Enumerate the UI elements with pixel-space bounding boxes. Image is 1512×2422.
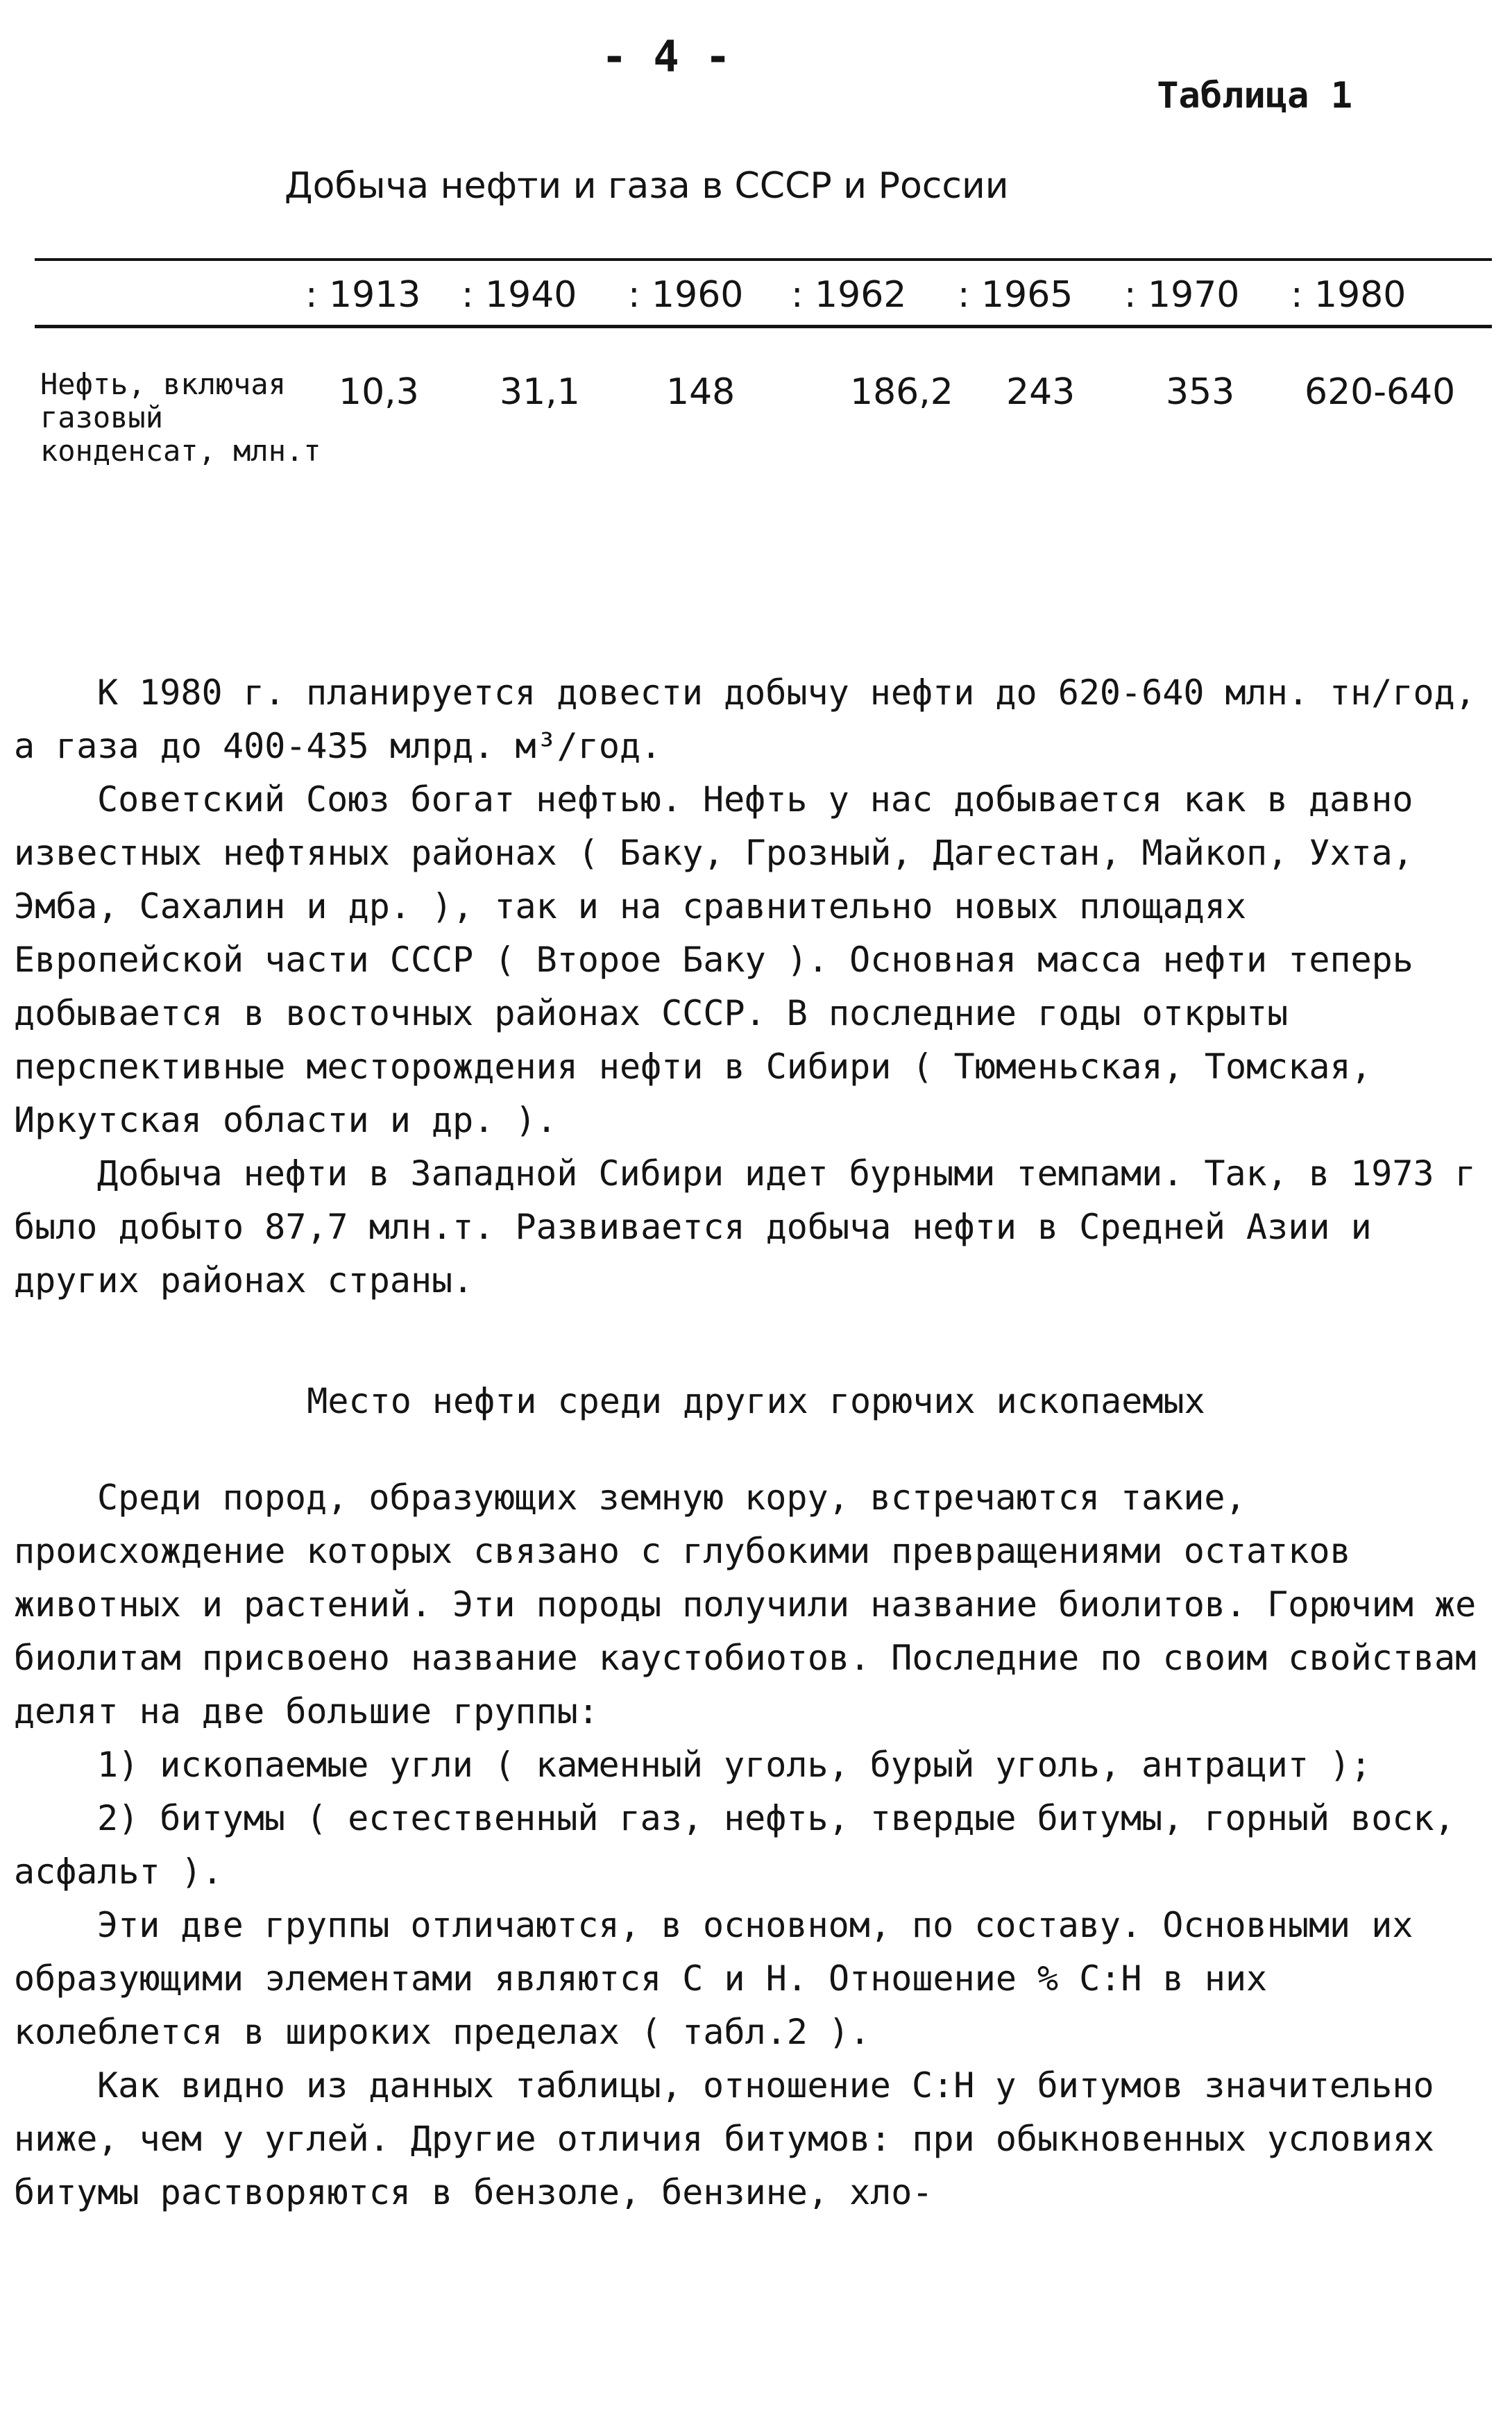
header-year-1913: : 1913 [305,274,421,316]
table-row-label: Нефть, включая газовый конденсат, млн.т [40,367,321,468]
table-top-rule [35,258,1492,261]
value-1960: 148 [666,371,736,413]
intro-text-block [14,666,1485,1307]
paragraph: Как видно из данных таблицы, отношение С:Н у битумов значительно ниже, чем у углей. Другие отличия битумов: при обыкновенных условиях битумы растворяются в бензоле, бензине, хло- [14,2065,1434,2212]
value-1913: 10,3 [339,371,419,413]
paragraph: Эти две группы отличаются, в основном, по составу. Основными их образующими элементами являются С и Н. Отношение % С:Н в них колеблется в широких пределах ( табл.2 ). [14,1905,1413,2052]
header-year-1965: : 1965 [958,274,1073,316]
value-1965: 243 [1006,371,1076,413]
value-1970: 353 [1166,371,1235,413]
value-1940: 31,1 [500,371,580,413]
value-1980: 620-640 [1305,371,1456,413]
header-year-1962: : 1962 [791,274,907,316]
header-year-1960: : 1960 [628,274,744,316]
paragraph: Среди пород, образующих земную кору, встречаются такие, происхождение которых связано с глубокими превращениями остатков животных и растений. Эти породы получили название биолитов. Горючим же биолитам присвоено название каустобиотов. Последние по своим свойствам делят на две большие группы: [14,1477,1477,1731]
table-header-rule [35,325,1492,328]
header-year-1970: : 1970 [1124,274,1240,316]
paragraph: К 1980 г. планируется довести добычу нефти до 620-640 млн. тн/год, а газа до 400-435 млрд. м³/год. [14,672,1476,766]
table-header-row [305,274,1506,316]
page-number: - 4 - [601,31,731,82]
value-1962: 186,2 [850,371,953,413]
section-title: Место нефти среди других горючих ископаемых [307,1381,1205,1421]
section-text-block [14,1471,1485,2219]
list-item: 1) ископаемые угли ( каменный уголь, бурый уголь, антрацит ); [97,1745,1372,1785]
list-item: 2) битумы ( естественный газ, нефть, твердые битумы, горный воск, асфальт ). [14,1798,1455,1892]
header-year-1980: : 1980 [1291,274,1407,316]
table-row-values [333,371,1506,420]
table-title: Добыча нефти и газа в СССР и России [284,165,1009,207]
header-year-1940: : 1940 [461,274,577,316]
paragraph: Добыча нефти в Западной Сибири идет бурными темпами. Так, в 1973 г было добыто 87,7 млн.т. Развивается добыча нефти в Средней Азии и других районах страны. [14,1153,1476,1301]
table-label: Таблица 1 [1157,75,1352,117]
paragraph: Советский Союз богат нефтью. Нефть у нас добывается как в давно известных нефтяных районах ( Баку, Грозный, Дагестан, Майкоп, Ухта, Эмба, Сахалин и др. ), так и на сравнительно новых площадях Европейской части СССР ( Второе Баку ). Основная масса нефти теперь добывается в восточных районах СССР. В последние годы открыты перспективные месторождения нефти в Сибири ( Тюменьская, Томская, Иркутская области и др. ). [14,779,1413,1140]
